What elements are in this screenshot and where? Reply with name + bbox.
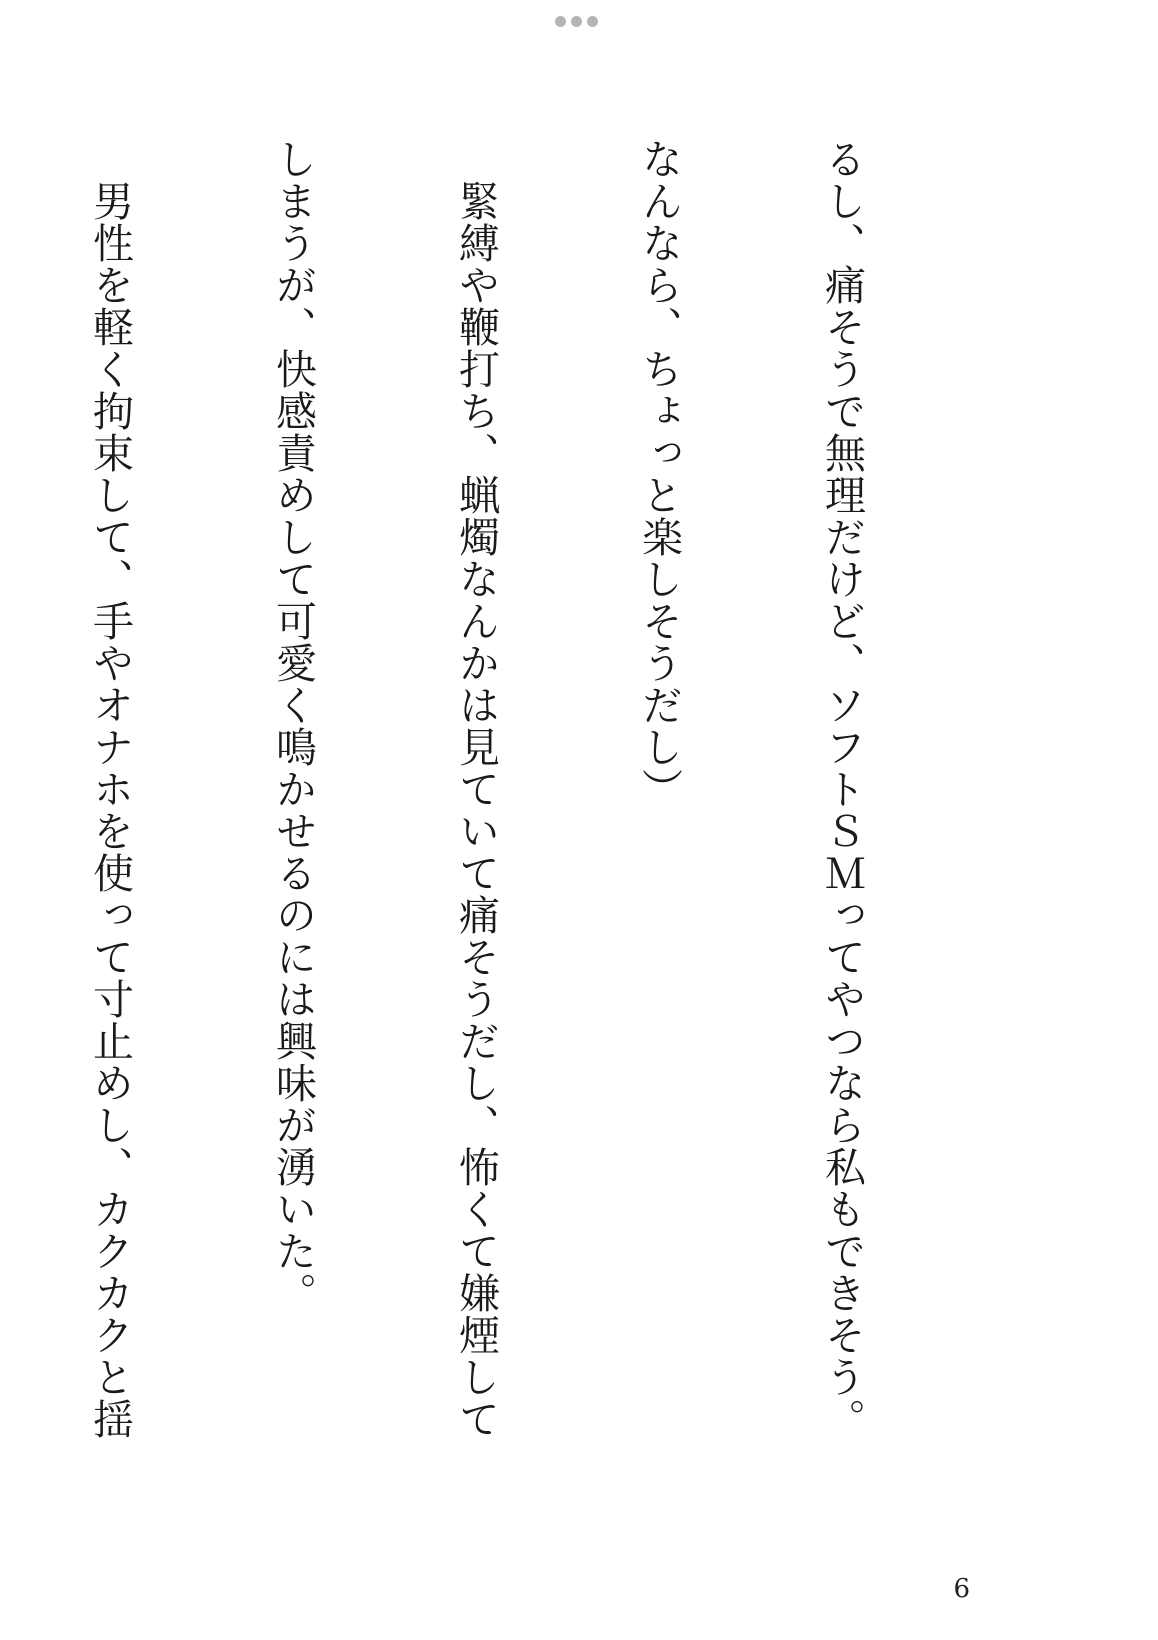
- menu-dot: [555, 16, 566, 27]
- text-line: なんなら、ちょっと楽しそうだし）: [635, 138, 683, 810]
- text-line: しまうが、快感責めして可愛く鳴かせるのには興味が湧いた。: [269, 138, 317, 1314]
- page-body-text: [0, 138, 994, 1488]
- menu-ellipsis-icon[interactable]: [555, 16, 598, 27]
- text-line: 緊縛や鞭打ち、蝋燭なんかは見ていて痛そうだし、怖くて嫌煙して: [452, 138, 500, 1440]
- page-number: 6: [953, 1574, 970, 1604]
- menu-dot: [587, 16, 598, 27]
- text-line: 男性を軽く拘束して、手やオナホを使って寸止めし、カクカクと揺: [86, 138, 134, 1440]
- menu-dot: [571, 16, 582, 27]
- text-line: るし、痛そうで無理だけど、ソフトＳＭってやつなら私もできそう。: [818, 138, 866, 1440]
